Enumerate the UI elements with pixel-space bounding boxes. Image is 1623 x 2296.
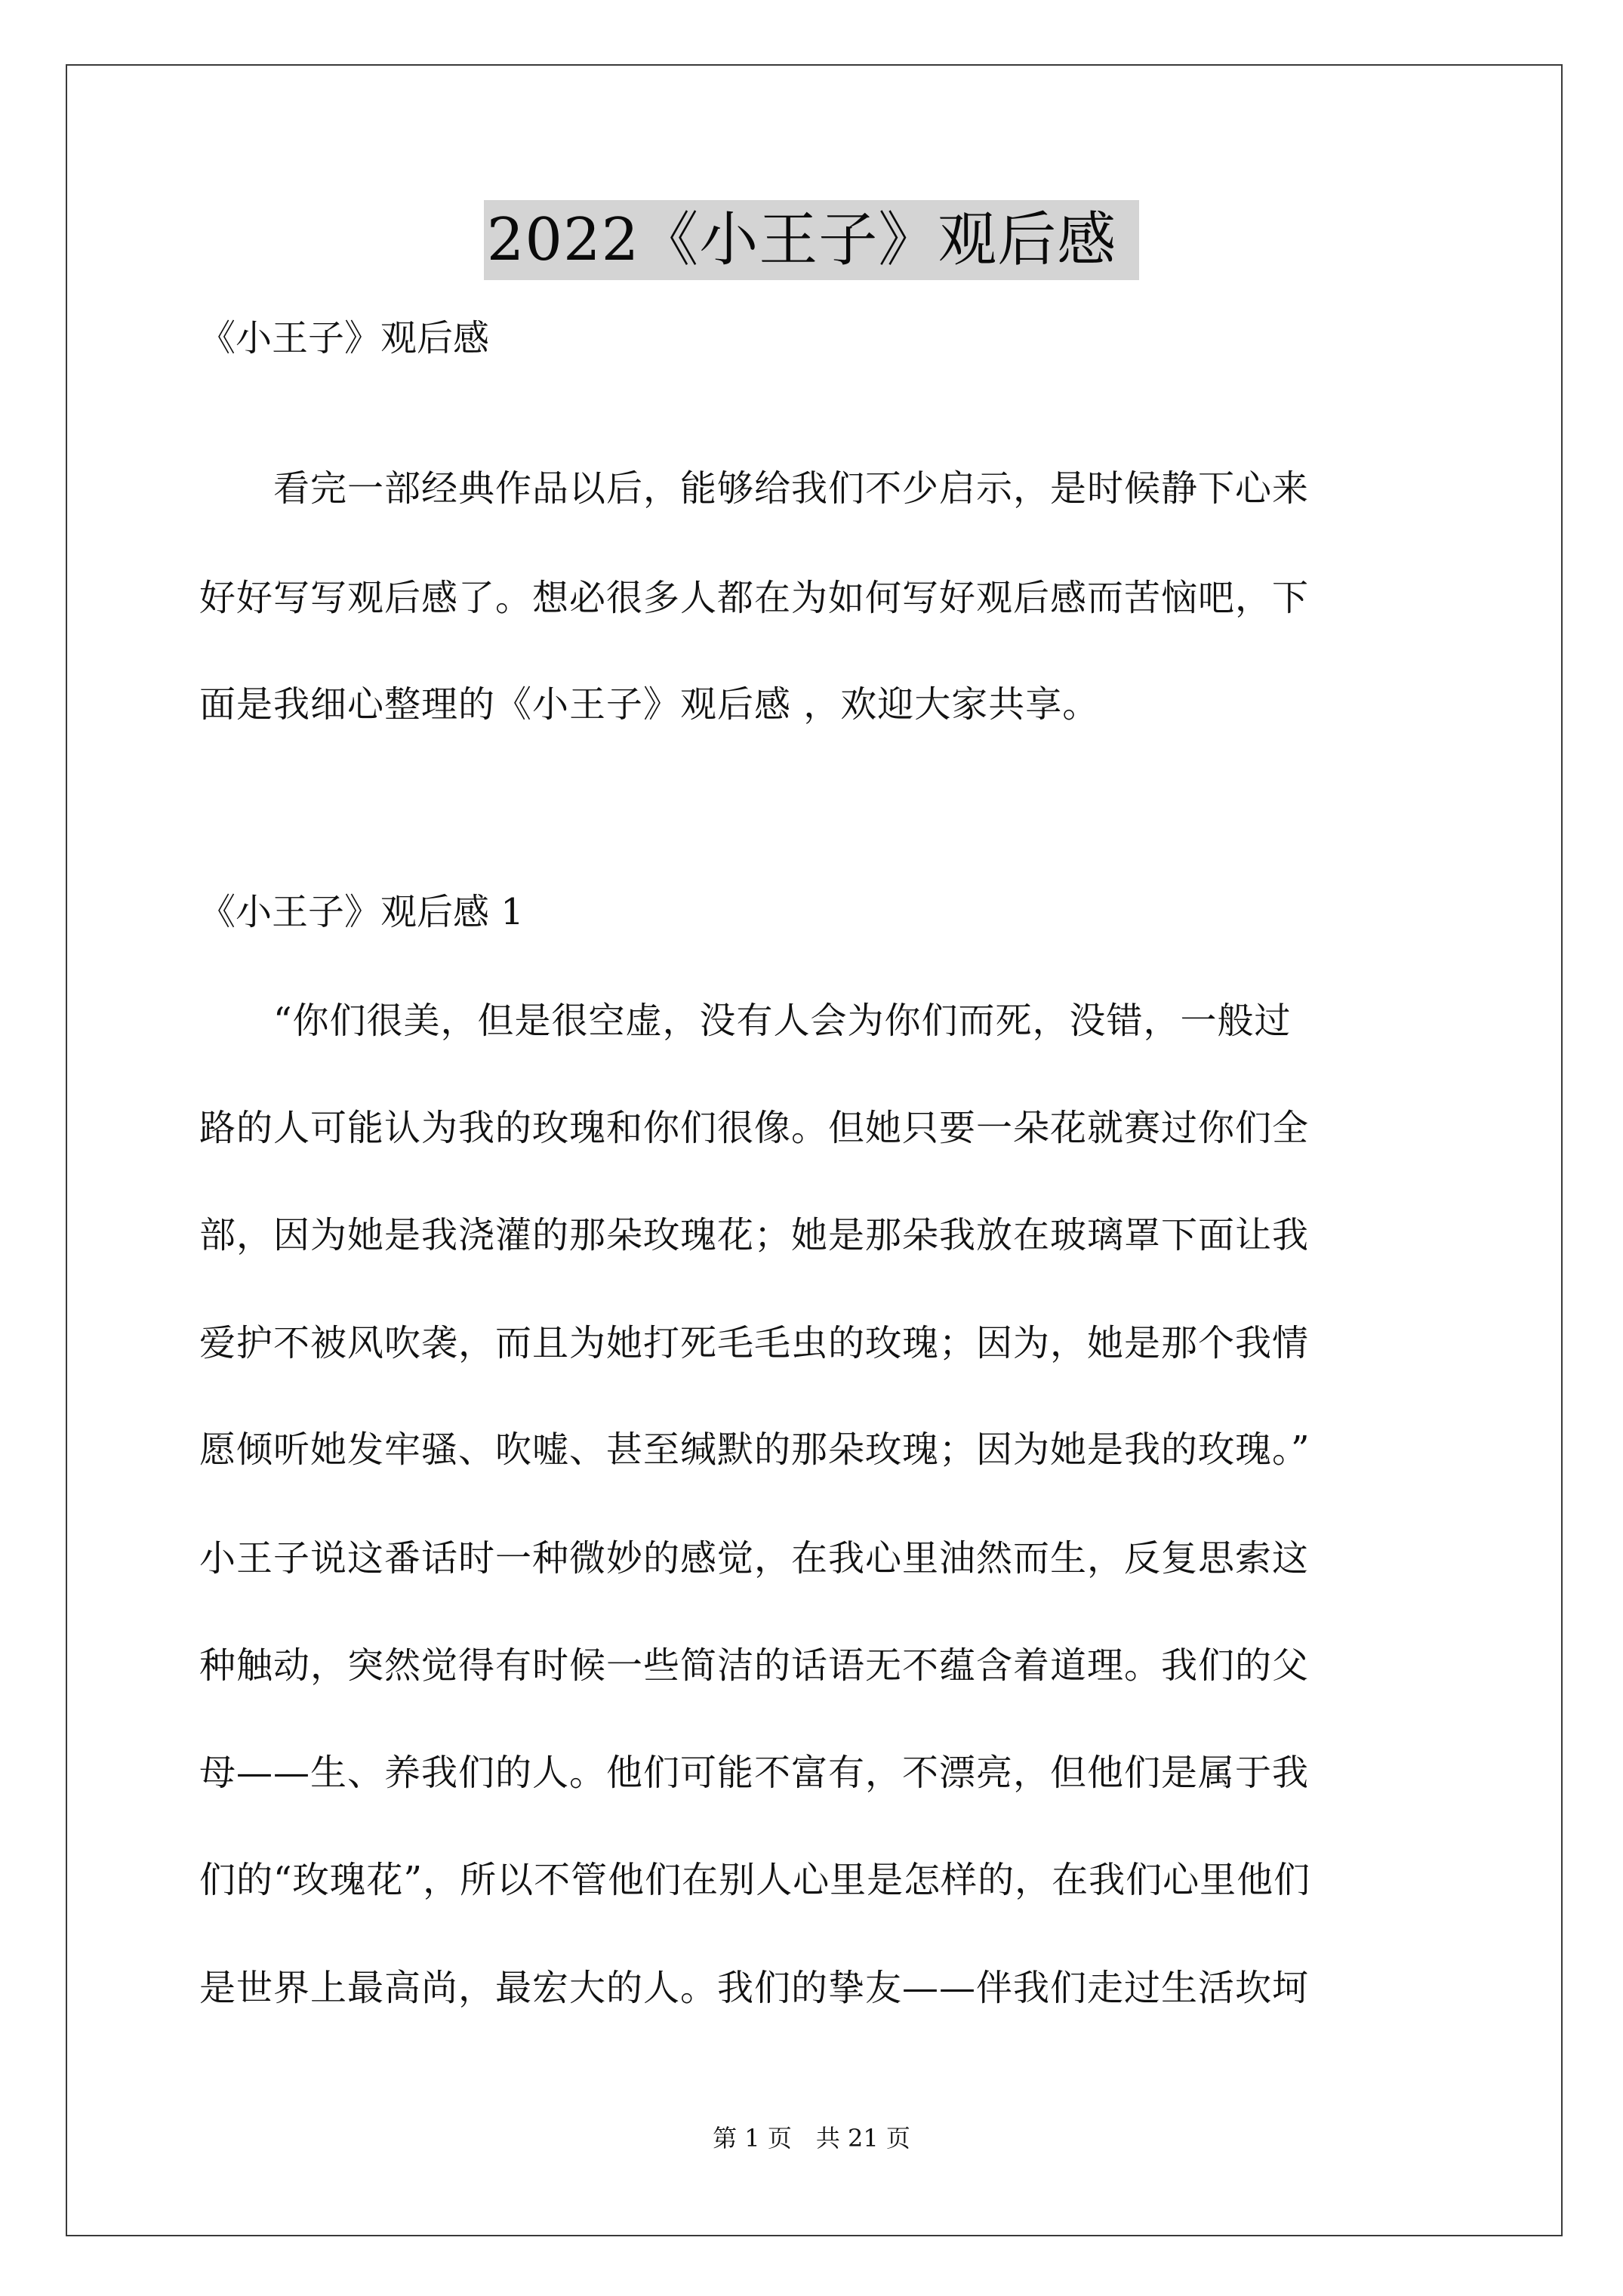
section-heading: 《小王子》观后感 1 [199,891,524,933]
body-line: 部，因为她是我浇灌的那朵玫瑰花；她是那朵我放在玻璃罩下面让我 [199,1214,1310,1256]
intro-line: 好好写写观后感了。想必很多人都在为如何写好观后感而苦恼吧，下 [199,577,1310,619]
body-line: 路的人可能认为我的玫瑰和你们很像。但她只要一朵花就赛过你们全 [199,1107,1310,1149]
intro-line: 看完一部经典作品以后，能够给我们不少启示，是时候静下心来 [199,467,1310,510]
body-line: 爱护不被风吹袭，而且为她打死毛毛虫的玫瑰；因为，她是那个我情 [199,1322,1310,1364]
document-title: 2022《小王子》观后感 [484,200,1140,280]
body-line: “你们很美，但是很空虚，没有人会为你们而死，没错，一般过 [199,1000,1292,1042]
body-line: 种触动，突然觉得有时候一些简洁的话语无不蕴含着道理。我们的父 [199,1644,1310,1687]
page-number-footer: 第 1 页 共 21 页 [713,2124,910,2153]
body-line: 愿倾听她发牢骚、吹嘘、甚至缄默的那朵玫瑰；因为她是我的玫瑰。” [199,1428,1310,1471]
body-line: 小王子说这番话时一种微妙的感觉，在我心里油然而生，反复思索这 [199,1537,1310,1579]
title-container [0,200,1623,280]
body-line: 们的“玫瑰花”，所以不管他们在别人心里是怎样的，在我们心里他们 [199,1859,1311,1901]
intro-line: 面是我细心整理的《小王子》观后感 ，欢迎大家共享。 [199,683,1100,726]
body-line: 母——生、养我们的人。他们可能不富有，不漂亮，但他们是属于我 [199,1752,1310,1794]
document-subtitle: 《小王子》观后感 [199,317,490,359]
body-line: 是世界上最高尚，最宏大的人。我们的挚友——伴我们走过生活坎坷 [199,1967,1310,2009]
